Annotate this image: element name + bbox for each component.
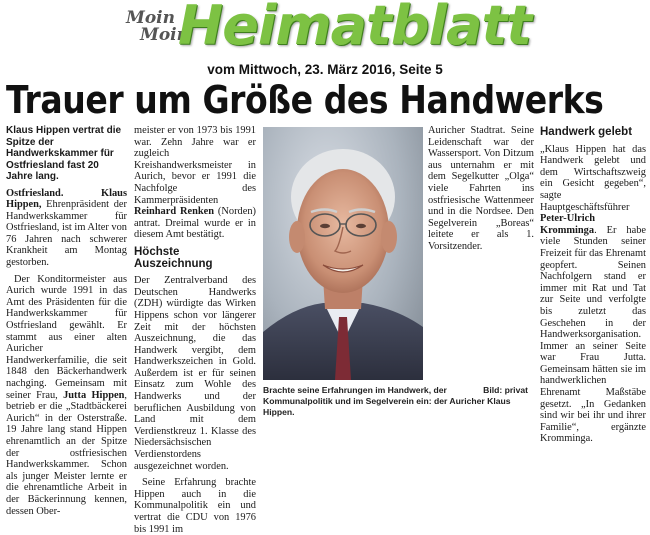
subheading-auszeichnung: Höchste Auszeichnung: [134, 245, 213, 270]
paragraph-7-text-b: . Er habe viele Stunden seiner Freizeit für das Ehrenamt geopfert. Seinen Nachfolgern stand er immer mit Rat und Tat zur Seite und verfolgte bis zuletzt das Geschehen in der Handwerksorganisation. Immer an seiner Seite war Frau Jutta. Gemeinsam hätten sie im handwerklichen Ehrenamt Maßstäbe gesetzt. „In Gedanken sind wir bei ihr und ihrer Familie“, ergänzte Kromminga.: [540, 224, 646, 445]
photo-caption-text: Brachte seine Erfahrungen im Handwerk, der Kommunalpolitik und im Segelverein ein: der Auricher Klaus Hippen.: [263, 385, 511, 417]
paragraph-3-text-b: (Norden) antrat. Dreimal wurde er in diesem Amt bestätigt.: [134, 206, 256, 241]
article-lead: Klaus Hippen vertrat die Spitze der Handwerkskammer für Ostfriesland fast 20 Jahre lang.: [6, 125, 122, 182]
paragraph-4: Der Zentralverband des Deutschen Handwerks (ZDH) würdigte das Wirken Hippens schon vor längerer Zeit mit der höchsten Auszeichnung, die das Handwerk vergibt, dem Handwerkszeichen in Gold. Außerdem ist er für seinen Einsatz zum Wohle des Handwerks und der beruflichen Ausbildung von Land mit dem Verdienstkreuz 1. Klasse des Niedersächsischen Verdienstordens ausgezeichnet worden.: [134, 275, 256, 472]
portrait-illustration: [263, 127, 423, 380]
paragraph-2: [6, 274, 127, 517]
paragraph-2-text-a: Der Konditormeister aus Aurich wurde 1991 in das Amt des Präsidenten für die Handwerkskammer für Ostfriesland gewählt. Er stammt aus einer alten Auricher Handwerkerfamilie, die seit 1848 den Bäckerhandwerk nachging. Gemeinsam mit seiner Frau,: [6, 273, 127, 401]
subheading-handwerk-gelebt: Handwerk gelebt: [540, 126, 633, 138]
masthead: [0, 0, 650, 58]
paragraph-5: Seine Erfahrung brachte Hippen auch in die Kommunalpolitik ein und vertrat die CDU von 1976 bis 1991 im: [134, 477, 256, 535]
publication-dateline: vom Mittwoch, 23. März 2016, Seite 5: [207, 62, 443, 77]
paragraph-7-text-a: „Klaus Hippen hat das Handwerk gelebt und dem Wirtschaftszweig ein Gesicht gegeben“, sagte Hauptgeschäftsführer: [540, 143, 646, 213]
article-column-1: [6, 125, 128, 517]
paragraph-7: [540, 144, 646, 445]
article-column-3: [428, 125, 534, 253]
person-name-jutta: Jutta Hippen: [63, 389, 125, 401]
newspaper-logo: Heimatblatt: [178, 0, 532, 57]
paragraph-3-text-a: meister er von 1973 bis 1991 war. Zehn Jahre war er zugleich Kreishandwerksmeister in Aurich, bevor er 1991 die Nachfolge des Kammerpräsidenten: [134, 125, 256, 206]
paragraph-1: [6, 188, 127, 269]
article-column-2: [134, 125, 256, 535]
photo-caption: [263, 385, 528, 418]
photo-credit: Bild: privat: [483, 385, 528, 395]
paragraph-6: Auricher Stadtrat. Seine Leidenschaft war der Wassersport. Von Ditzum aus unternahm er mit dem Segelkutter „Olga“ viele Fahrten ins ostfriesische Wattenmeer und in die Nordsee. Den Segelverein „Boreas“ leitete er als 1. Vorsitzender.: [428, 125, 534, 252]
moin-text-2: Moin: [140, 25, 189, 45]
moin-text-1: Moin: [126, 8, 175, 28]
paragraph-2-text-b: , betrieb er die „Stadtbäckerei Aurich“ in der Osterstraße. 19 Jahre lang stand Hippen ehrenamtlich an der Spitze der ostfriesischen Handwerkskammer. Schon als junger Meister lernte er die ehrenamtliche Arbeit in der Bäckerinnung kennen, dessen Ober-: [6, 389, 128, 517]
location-dateline: Ostfriesland. Klaus Hippen,: [6, 187, 127, 211]
paragraph-3: [134, 125, 256, 241]
article-column-4: [540, 125, 646, 445]
paragraph-1-text: Ehrenpräsident der Handwerkskammer für Ostfriesland, ist im Alter von 76 Jahren nach schwerer Krankheit am Montag gestorben.: [6, 199, 127, 269]
person-name-renken: Reinhard Renken: [134, 206, 215, 218]
person-name-kromminga: Peter-Ulrich Kromminga: [540, 213, 595, 236]
article-headline: Trauer um Größe des Handwerks: [6, 78, 604, 122]
portrait-photo: [263, 127, 423, 380]
